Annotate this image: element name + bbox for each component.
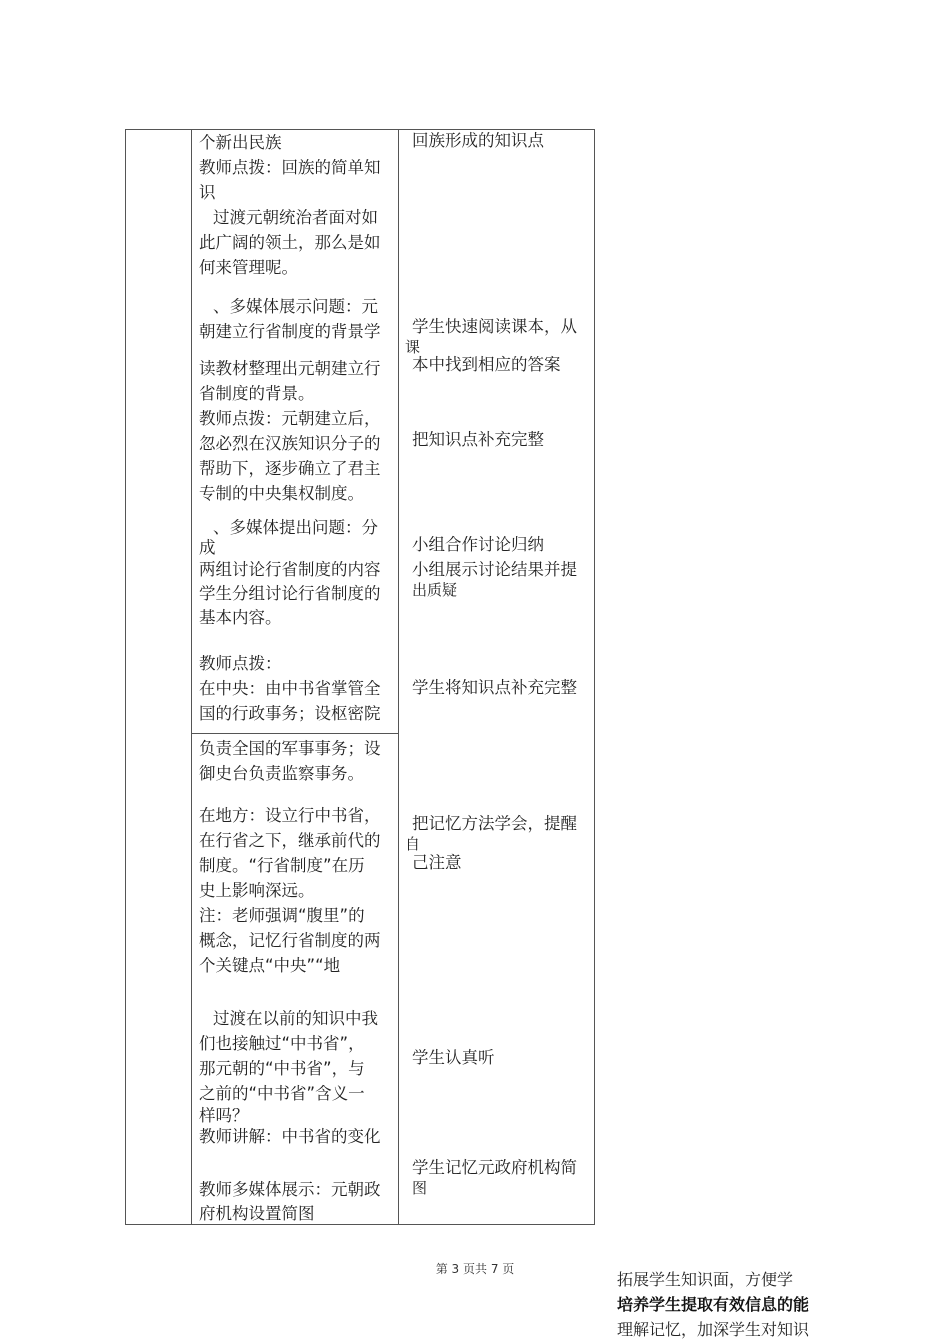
student-line: 把记忆方法学会，提醒 (412, 814, 577, 833)
teacher-line: 教师讲解：中书省的变化 (199, 1127, 381, 1146)
teacher-line: 两组讨论行省制度的内容 (199, 560, 381, 579)
student-line: 课 (405, 338, 421, 356)
teacher-line: 个关键点“中央”“地 (199, 956, 341, 975)
teacher-line: 制度。“行省制度”在历 (199, 856, 365, 875)
student-line: 学生认真听 (412, 1048, 495, 1067)
teacher-line: 省制度的背景。 (199, 384, 315, 403)
teacher-line: 、多媒体提出问题：分 (213, 518, 378, 537)
teacher-line: 教师点拨：回族的简单知 (199, 158, 381, 177)
teacher-line: 之前的“中书省”含义一 (199, 1084, 365, 1103)
teacher-line: 基本内容。 (199, 608, 282, 627)
teacher-line: 们也接触过“中书省”， (199, 1034, 365, 1053)
teacher-line: 那元朝的“中书省”，与 (199, 1059, 365, 1078)
teacher-line: 个新出民族 (199, 133, 282, 152)
teacher-line: 帮助下，逐步确立了君主 (199, 459, 381, 478)
teacher-line: 样吗？ (199, 1106, 249, 1125)
teacher-line: 教师点拨：元朝建立后， (199, 409, 381, 428)
column-divider-1 (191, 129, 192, 1225)
student-line: 小组展示讨论结果并提 (412, 560, 577, 579)
teacher-line: 过渡在以前的知识中我 (213, 1009, 378, 1028)
student-line: 己注意 (412, 853, 462, 872)
student-line: 出质疑 (412, 581, 458, 599)
teacher-line: 负责全国的军事事务；设 (199, 739, 381, 758)
teacher-line: 教师多媒体展示：元朝政 (199, 1180, 381, 1199)
teacher-line: 何来管理呢。 (199, 258, 298, 277)
teacher-line: 过渡元朝统治者面对如 (213, 208, 378, 227)
column-divider-2 (398, 129, 399, 1225)
teacher-line: 在地方：设立行中书省， (199, 806, 381, 825)
teacher-line: 成 (199, 538, 216, 557)
teacher-line: 教师点拨： (199, 654, 282, 673)
teacher-line: 在行省之下，继承前代的 (199, 831, 381, 850)
row-divider (191, 733, 398, 734)
student-line: 回族形成的知识点 (412, 131, 544, 150)
teacher-line: 忽必烈在汉族知识分子的 (199, 434, 381, 453)
student-line: 图 (412, 1179, 428, 1197)
teacher-line: 识 (199, 183, 216, 202)
teacher-line: 读教材整理出元朝建立行 (199, 359, 381, 378)
student-line: 本中找到相应的答案 (412, 355, 561, 374)
teacher-line: 概念，记忆行省制度的两 (199, 931, 381, 950)
student-line: 学生记忆元政府机构简 (412, 1158, 577, 1177)
teacher-line: 在中央：由中书省掌管全 (199, 679, 381, 698)
student-line: 把知识点补充完整 (412, 430, 544, 449)
student-line: 自 (405, 835, 421, 853)
teacher-line: 学生分组讨论行省制度的 (199, 584, 381, 603)
student-line: 学生将知识点补充完整 (412, 678, 577, 697)
teacher-line: 朝建立行省制度的背景学 (199, 322, 381, 341)
page-footer: 第 3 页共 7 页 (435, 1262, 515, 1276)
teacher-line: 府机构设置简图 (199, 1204, 315, 1223)
teacher-line: 国的行政事务；设枢密院 (199, 704, 381, 723)
teacher-line: 御史台负责监察事务。 (199, 764, 364, 783)
student-line: 小组合作讨论归纳 (412, 535, 544, 554)
student-line: 学生快速阅读课本，从 (412, 317, 577, 336)
side-note: 理解记忆，加深学生对知识 (617, 1320, 810, 1339)
side-note: 培养学生提取有效信息的能 (617, 1295, 810, 1314)
teacher-line: 注：老师强调“腹里”的 (199, 906, 365, 925)
teacher-line: 专制的中央集权制度。 (199, 484, 364, 503)
teacher-line: 史上影响深远。 (199, 881, 315, 900)
teacher-line: 此广阔的领土，那么是如 (199, 233, 381, 252)
teacher-line: 、多媒体展示问题：元 (213, 297, 378, 316)
side-note: 拓展学生知识面，方便学 (617, 1270, 794, 1289)
